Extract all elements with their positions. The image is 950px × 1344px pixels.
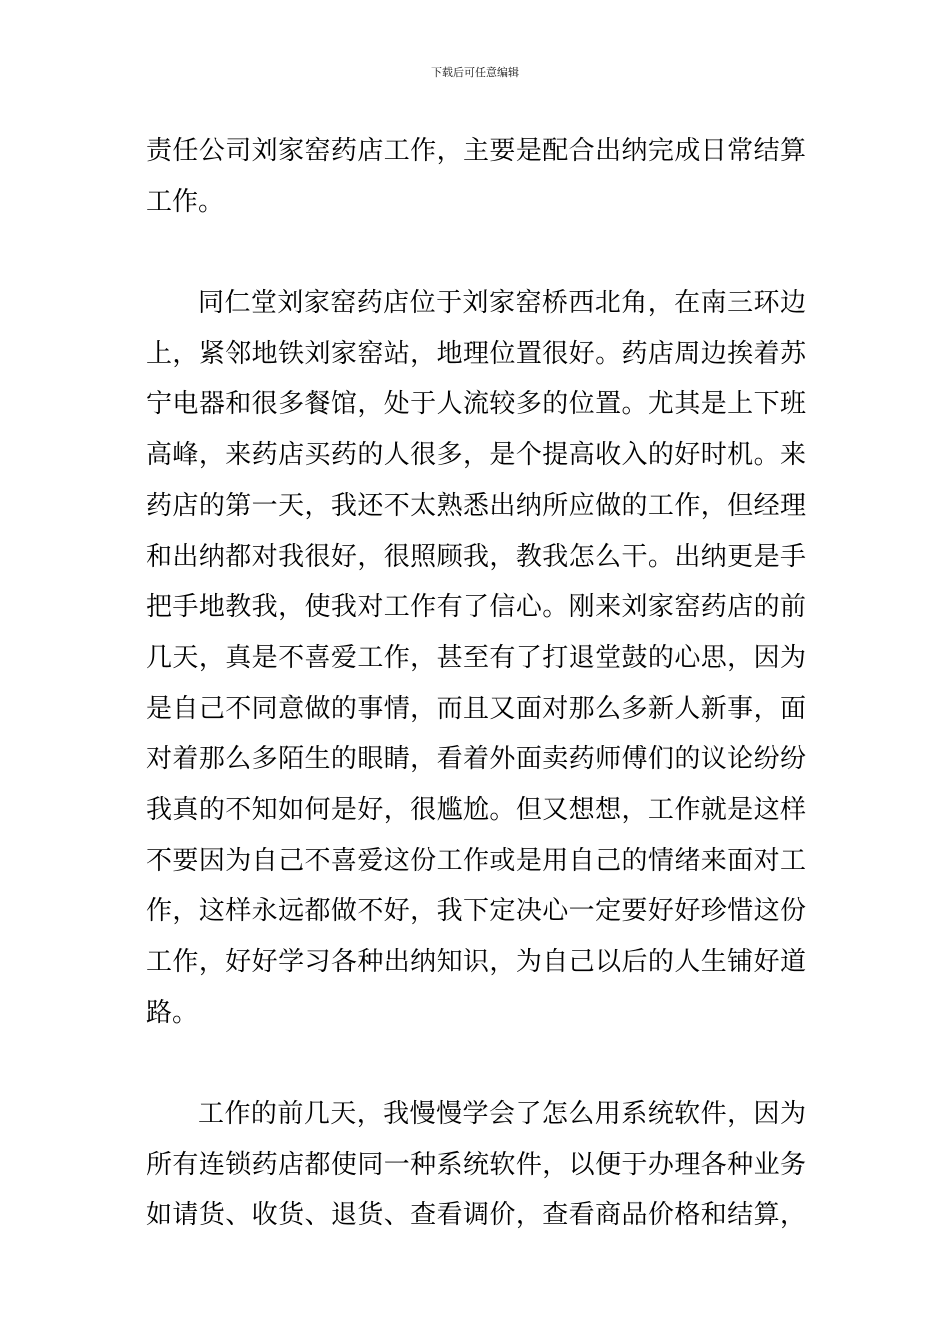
text-line: 是自己不同意做的事情，而且又面对那么多新人新事，面 <box>146 693 806 724</box>
body-text <box>146 126 806 1241</box>
text-line: 工作。 <box>146 186 225 217</box>
header-note: 下载后可任意编辑 <box>431 66 519 79</box>
text-line: 几天，真是不喜爱工作，甚至有了打退堂鼓的心思，因为 <box>146 642 806 673</box>
paragraph <box>146 1089 806 1241</box>
text-line: 所有连锁药店都使同一种系统软件，以便于办理各种业务 <box>146 1149 806 1180</box>
text-line: 药店的第一天，我还不太熟悉出纳所应做的工作，但经理 <box>146 490 806 521</box>
paragraph-gap <box>146 1038 806 1089</box>
paragraph-gap <box>146 227 806 278</box>
text-line: 对着那么多陌生的眼睛，看着外面卖药师傅们的议论纷纷 <box>146 744 806 775</box>
text-line: 宁电器和很多餐馆，处于人流较多的位置。尤其是上下班 <box>146 389 806 420</box>
text-line: 同仁堂刘家窑药店位于刘家窑桥西北角，在南三环边 <box>198 288 806 319</box>
text-line: 路。 <box>146 997 199 1028</box>
text-line: 我真的不知如何是好，很尴尬。但又想想，工作就是这样 <box>146 794 806 825</box>
text-line: 作，这样永远都做不好，我下定决心一定要好好珍惜这份 <box>146 896 806 927</box>
text-line: 把手地教我，使我对工作有了信心。刚来刘家窑药店的前 <box>146 592 806 623</box>
paragraph <box>146 126 806 227</box>
text-line: 如请货、收货、退货、查看调价，查看商品价格和结算， <box>146 1200 806 1231</box>
text-line: 责任公司刘家窑药店工作，主要是配合出纳完成日常结算 <box>146 136 806 166</box>
text-line: 和出纳都对我很好，很照顾我，教我怎么干。出纳更是手 <box>146 541 806 572</box>
text-line: 高峰，来药店买药的人很多，是个提高收入的好时机。来 <box>146 440 806 471</box>
text-line: 工作的前几天，我慢慢学会了怎么用系统软件，因为 <box>198 1099 806 1130</box>
text-line: 不要因为自己不喜爱这份工作或是用自己的情绪来面对工 <box>146 845 806 876</box>
text-line: 工作，好好学习各种出纳知识，为自己以后的人生铺好道 <box>146 947 806 977</box>
text-line: 上，紧邻地铁刘家窑站，地理位置很好。药店周边挨着苏 <box>146 338 806 369</box>
paragraph <box>146 278 806 1038</box>
